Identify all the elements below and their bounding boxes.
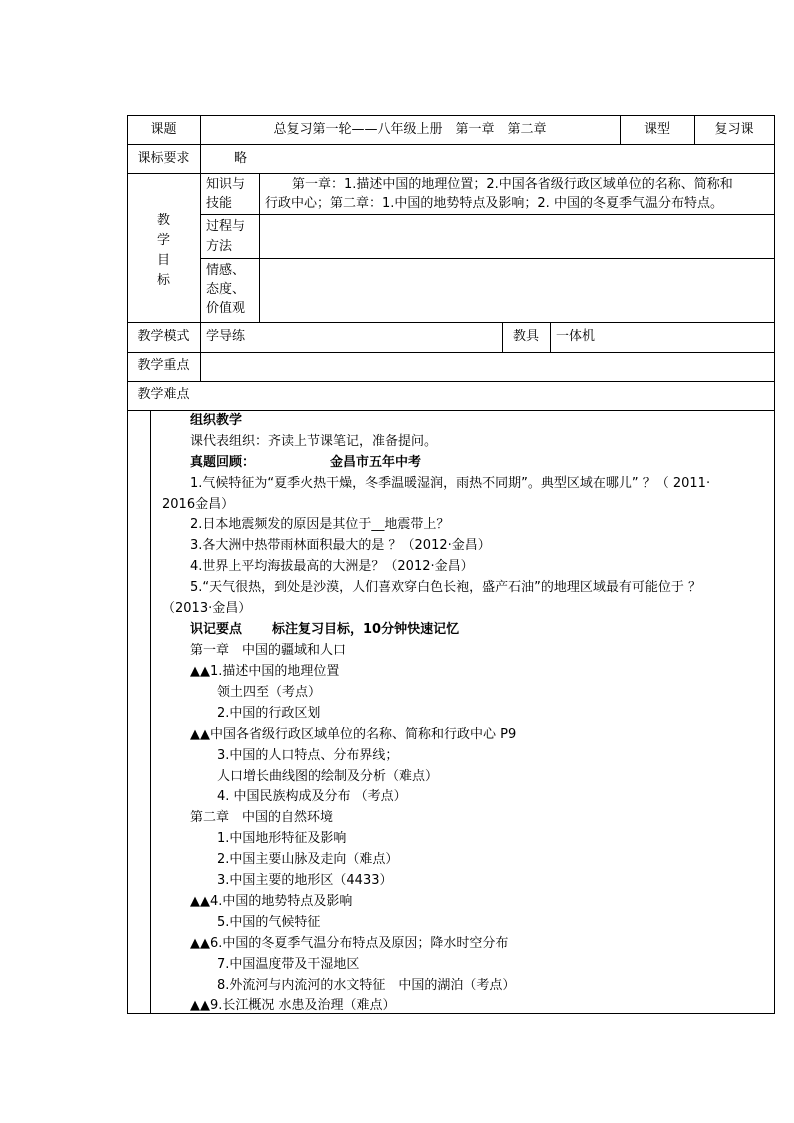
course-type-label: 课型 [643,122,670,137]
emotion-label-3: 价值观 [206,301,246,316]
chapter-2-item: 1.中国地形特征及影响 [217,831,347,846]
question-1-line-2: 2016金昌） [162,497,235,512]
chapter-1-item: ▲▲1.描述中国的地理位置 [190,664,340,679]
chapter-2-item: ▲▲9.长江概况 水患及治理（难点） [190,998,396,1013]
grid-line [774,115,775,1013]
question-4: 4.世界上平均海拔最高的大洲是？（2012·金昌） [190,559,474,574]
question-2: 2.日本地震频发的原因是其位于__地震带上？ [190,517,450,532]
mode-label: 教学模式 [137,329,190,344]
chapter-2-item: 7.中国温度带及干湿地区 [217,957,360,972]
mode-value: 学导练 [206,329,246,344]
review-title: 真题回顾： [190,455,256,470]
knowledge-label-1: 知识与 [206,177,246,192]
knowledge-label-2: 技能 [206,196,233,211]
process-label-2: 方法 [206,239,233,254]
chapter-2-item: ▲▲6.中国的冬夏季气温分布特点及原因；降水时空分布 [190,936,509,951]
organize-text: 课代表组织：齐读上节课笔记，准备提问。 [190,434,438,449]
chapter-2-title: 第二章 中国的自然环境 [190,810,334,825]
grid-line [127,173,775,174]
standard-value: 略 [234,151,248,166]
process-label-1: 过程与 [206,219,246,234]
course-type-value: 复习课 [714,122,754,137]
chapter-1-item: 领土四至（考点） [217,685,322,700]
focus-label: 教学重点 [137,358,190,373]
chapter-2-item: 8.外流河与内流河的水文特征 中国的湖泊（考点） [217,978,516,993]
emotion-label-1: 情感、 [206,263,246,278]
question-5-line-1: 5.“天气很热，到处是沙漠，人们喜欢穿白色长袍，盛产石油”的地理区域最有可能位于 ？ [190,580,702,595]
grid-line [127,410,775,411]
chapter-2-item: ▲▲4.中国的地势特点及影响 [190,894,353,909]
title-label: 课题 [150,122,177,137]
organize-title: 组织教学 [190,413,243,428]
standard-label: 课标要求 [137,151,190,166]
chapter-1-title: 第一章 中国的疆域和人口 [190,643,347,658]
difficulty-label: 教学难点 [137,387,190,402]
grid-line [127,115,775,116]
chapter-1-item: 3.中国的人口特点、分布界线； [217,748,399,763]
grid-line [200,115,201,381]
grid-line [200,258,775,259]
grid-line [200,214,775,215]
title-value: 总复习第一轮——八年级上册 第一章 第二章 [273,122,547,137]
emotion-label-2: 态度、 [206,282,246,297]
chapter-2-item: 2.中国主要山脉及走向（难点） [217,852,399,867]
chapter-1-item: 4. 中国民族构成及分布 （考点） [217,789,407,804]
grid-line [127,322,775,323]
chapter-1-item: ▲▲中国各省级行政区域单位的名称、简称和行政中心 P9 [190,727,517,742]
grid-line [550,322,551,352]
review-subtitle: 金昌市五年中考 [330,455,422,470]
grid-line [127,144,775,145]
grid-line [127,352,775,353]
knowledge-text-1: 第一章：1.描述中国的地理位置；2.中国各省级行政区域单位的名称、简称和 [292,177,733,192]
chapter-2-item: 5.中国的气候特征 [217,915,321,930]
memo-subtitle: 标注复习目标，10分钟快速记忆 [272,622,460,637]
objectives-label-3: 目 [156,253,170,268]
grid-line [127,381,775,382]
tool-label: 教具 [512,329,539,344]
question-1-line-1: 1.气候特征为“夏季火热干燥，冬季温暖湿润，雨热不同期”。典型区域在哪儿” ？（ 2011· [190,476,711,491]
chapter-2-item: 3.中国主要的地形区（4433） [217,873,393,888]
question-5-line-2: （2013·金昌） [162,601,252,616]
objectives-label-1: 教 [156,213,170,228]
chapter-1-item: 人口增长曲线图的绘制及分析（难点） [217,769,439,784]
chapter-1-item: 2.中国的行政区划 [217,706,321,721]
question-3: 3.各大洲中热带雨林面积最大的是 ？（2012·金昌） [190,538,491,553]
objectives-label-2: 学 [156,233,170,248]
grid-line [150,410,151,1013]
tool-value: 一体机 [556,329,596,344]
objectives-label-4: 标 [156,273,170,288]
grid-line [259,173,260,322]
memo-title: 识记要点 [190,622,243,637]
knowledge-text-2: 行政中心；第二章：1.中国的地势特点及影响；2. 中国的冬夏季气温分布特点。 [265,196,723,211]
